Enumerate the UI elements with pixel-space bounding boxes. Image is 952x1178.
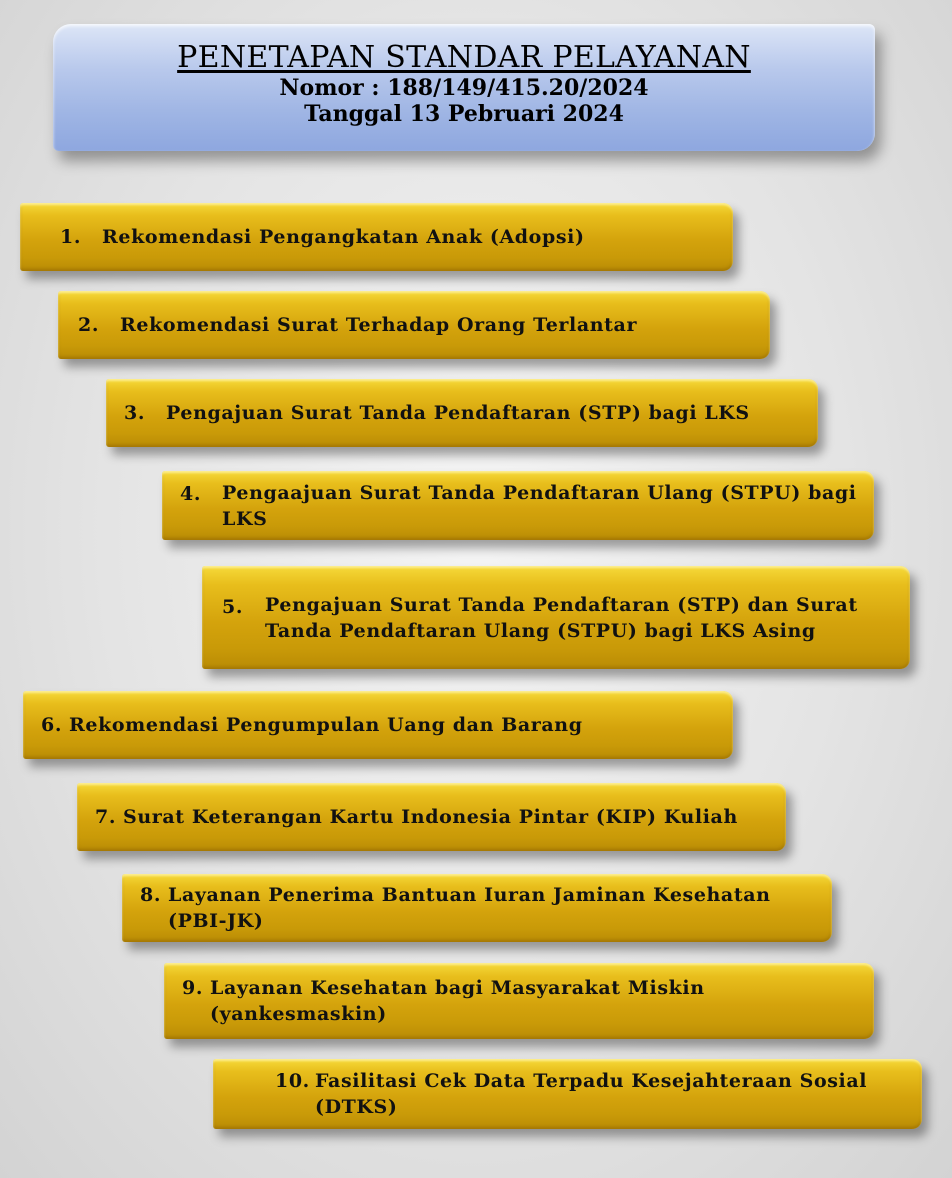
service-item-10 <box>213 1059 922 1129</box>
service-item-1 <box>20 203 733 271</box>
item-text: Pengajuan Surat Tanda Pendaftaran (STP) dan Surat Tanda Pendaftaran Ulang (STPU) bagi LKS Asing <box>265 593 858 642</box>
item-text: Layanan Kesehatan bagi Masyarakat Miskin (yankesmaskin) <box>210 977 705 1025</box>
item-number: 4. <box>180 483 202 505</box>
item-text: Pengaajuan Surat Tanda Pendaftaran Ulang (STPU) bagi LKS <box>222 481 857 530</box>
service-item-7 <box>77 783 786 851</box>
item-text: Surat Keterangan Kartu Indonesia Pintar (KIP) Kuliah <box>123 806 738 828</box>
item-number: 8. <box>140 884 162 906</box>
item-text: Fasilitasi Cek Data Terpadu Kesejahteraan Sosial (DTKS) <box>315 1070 868 1118</box>
item-number: 3. <box>124 402 146 424</box>
item-number: 9. <box>182 977 204 999</box>
service-item-2 <box>58 291 770 359</box>
service-item-8 <box>122 874 832 942</box>
document-number: Nomor : 188/149/415.20/2024 <box>279 75 649 101</box>
item-number: 5. <box>222 596 244 618</box>
item-number: 1. <box>60 226 82 248</box>
item-number: 10. <box>275 1070 310 1092</box>
item-text: Rekomendasi Pengumpulan Uang dan Barang <box>69 714 583 736</box>
service-item-6 <box>23 691 733 759</box>
service-item-3 <box>106 379 818 447</box>
item-text: Rekomendasi Surat Terhadap Orang Terlantar <box>120 314 638 336</box>
item-number: 2. <box>78 314 100 336</box>
item-text: Pengajuan Surat Tanda Pendaftaran (STP) bagi LKS <box>166 402 750 424</box>
item-text: Rekomendasi Pengangkatan Anak (Adopsi) <box>102 226 585 248</box>
header-banner <box>53 24 875 151</box>
service-item-5 <box>202 566 910 669</box>
service-item-9 <box>164 963 874 1039</box>
item-number: 6. <box>41 714 63 736</box>
item-text: Layanan Penerima Bantuan Iuran Jaminan Kesehatan (PBI-JK) <box>168 884 771 932</box>
item-number: 7. <box>95 806 117 828</box>
document-title: PENETAPAN STANDAR PELAYANAN <box>177 40 751 75</box>
document-date: Tanggal 13 Pebruari 2024 <box>304 101 624 127</box>
service-item-4 <box>162 471 874 540</box>
